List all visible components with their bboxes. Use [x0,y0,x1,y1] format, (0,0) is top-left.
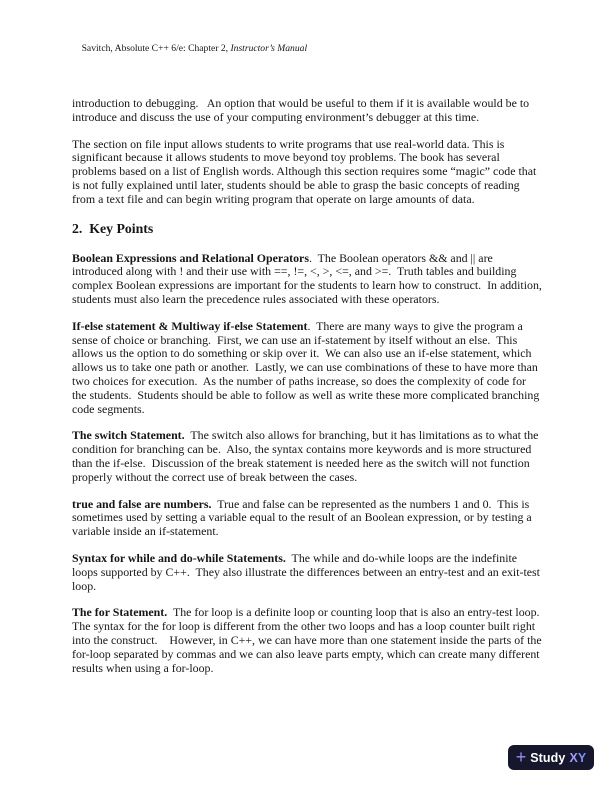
running-header [72,31,542,67]
key-point-switch-statement [72,429,542,484]
studyxy-logo-text-xy: XY [569,750,587,765]
key-point-for-statement [72,605,546,675]
paragraph-debugging-intro: introduction to debugging. An option that would be useful to them if it is available would be to introduce and discuss the use of your computing environment’s debugger at this time. [72,96,533,124]
plus-icon: + [515,746,527,767]
key-point-lead: Boolean Expressions and Relational Operators [72,250,309,265]
key-point-lead: true and false are numbers. [72,496,212,511]
key-point-body: True and false can be represented as the numbers 1 and 0. This is sometimes used by setting a variable equal to the result of an Boolean expression, or by testing a variable inside an if-statement. [72,496,535,539]
paragraph-file-input: The section on file input allows students to write programs that use real-world data. This is significant because it allows students to move beyond toy problems. The book has several problems based on a list of English words. Although this section requires some “magic” code that is not fully explained until later, students should be able to grasp the basic concepts of reading from a text file and can begin writing program that operate on large amounts of data. [72,136,540,206]
page-body [72,96,546,675]
key-point-body: . The Boolean operators && and || are introduced along with ! and their use with ==, !=, <, >, <=, and >=. Truth tables and building complex Boolean expressions are important for the students to learn how to construct. In addition, students must also learn the precedence rules associated with these operators. [72,250,545,306]
key-point-true-false-numbers [72,498,542,539]
key-point-while-do-while [72,552,542,593]
key-point-body: The switch also allows for branching, but it has limitations as to what the condition for branching can be. Also, the syntax contains more keywords and is more structured than the if-else. Discussion of the break statement is needed here as the switch will not function properly without the correct use of break between the cases. [72,428,542,484]
key-point-body: . There are many ways to give the program a sense of choice or branching. First, we can use an if-statement by itself without an else. This allows us the option to do something or skip over it. We can also use an if-else statement, which allows us to take one path or another. Lastly, we can use combinations of these to have more than two choices for execution. As the number of paths increase, so does the complexity of code for the students. Students should be able to follow as well as write these more complicated branching code segments. [72,318,543,416]
key-point-body: The for loop is a definite loop or counting loop that is also an entry-test loop. The syntax for the for loop is different from the other two loops and has a loop counter built right into the construct. However, in C++, we can have more than one statement inside the parts of the for-loop separated by commas and we can also leave parts empty, which can create many different results when using a for-loop. [72,605,546,675]
key-point-lead: If-else statement & Multiway if-else Statement [72,318,308,333]
header-citation-text: Savitch, Absolute C++ 6/e: Chapter 2, [81,43,231,54]
key-point-boolean-expressions [72,250,545,307]
key-point-lead: Syntax for while and do-while Statements. [72,550,286,565]
section-heading-key-points: 2. Key Points [72,220,154,236]
studyxy-logo-badge [508,745,594,770]
key-point-body: The while and do-while loops are the indefinite loops supported by C++. They also illustrate the differences between an entry-test and an exit-test loop. [72,550,543,593]
header-manual-title: Instructor’s Manual [230,43,308,54]
key-point-lead: The switch Statement. [72,428,185,443]
key-point-if-else [72,320,542,417]
key-point-lead: The for Statement. [72,605,168,620]
studyxy-logo-text-study: Study [530,750,566,765]
